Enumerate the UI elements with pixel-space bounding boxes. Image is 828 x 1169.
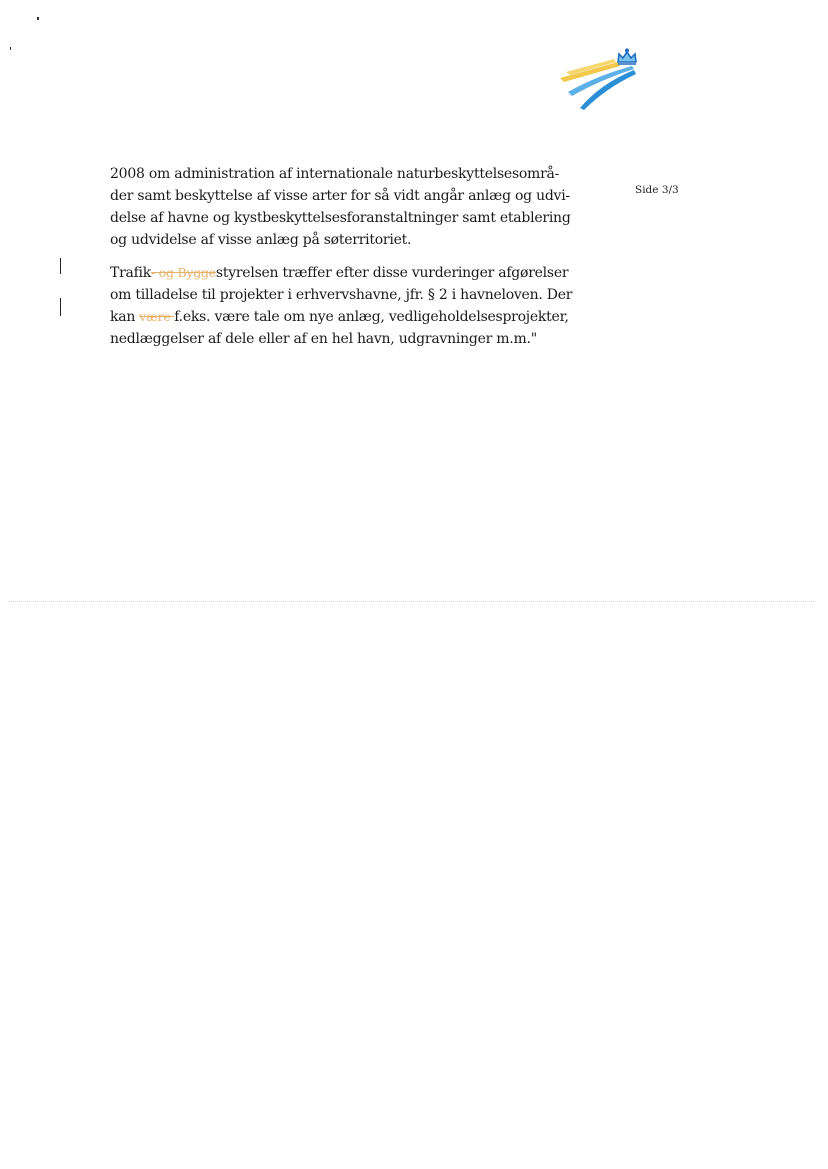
document-body bbox=[110, 163, 573, 361]
danish-crown-road-logo-icon bbox=[556, 48, 646, 110]
change-bar bbox=[60, 258, 61, 274]
page-number: Side 3/3 bbox=[635, 184, 679, 196]
text-line: nedlæggelser af dele eller af en hel havn, udgravninger m.m." bbox=[110, 331, 537, 347]
deleted-text: være bbox=[139, 309, 175, 324]
text-segment: kan bbox=[110, 309, 140, 325]
text-segment: f.eks. være tale om nye anlæg, vedligeholdelsesprojekter, bbox=[174, 309, 569, 325]
text-line: delse af havne og kystbeskyttelsesforanstaltninger samt etablering bbox=[110, 210, 571, 226]
deleted-text: - og Bygge bbox=[151, 265, 216, 280]
scan-fold-line bbox=[8, 601, 816, 602]
change-bar bbox=[60, 298, 61, 316]
crown-icon bbox=[618, 49, 636, 64]
text-line bbox=[110, 306, 569, 328]
paragraph-2 bbox=[110, 262, 573, 350]
text-segment: Trafik bbox=[110, 265, 152, 281]
text-line: 2008 om administration af internationale naturbeskyttelsesområ- bbox=[110, 166, 560, 182]
text-line: om tilladelse til projekter i erhvervshavne, jfr. § 2 i havneloven. Der bbox=[110, 287, 573, 303]
scan-speck bbox=[37, 17, 39, 20]
scan-speck bbox=[10, 47, 11, 50]
text-line bbox=[110, 262, 569, 284]
text-line: der samt beskyttelse af visse arter for så vidt angår anlæg og udvi- bbox=[110, 188, 570, 204]
text-line: og udvidelse af visse anlæg på søterritoriet. bbox=[110, 232, 412, 248]
paragraph-1 bbox=[110, 163, 571, 251]
text-segment: styrelsen træffer efter disse vurderinger afgørelser bbox=[215, 265, 569, 281]
